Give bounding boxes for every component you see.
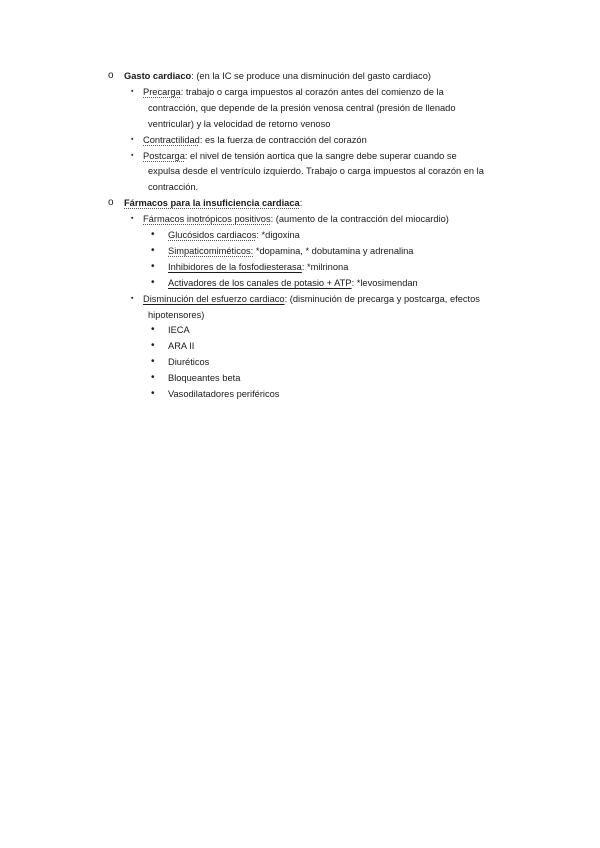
activadores-term: Activadores de los canales de potasio + ATP bbox=[168, 278, 352, 288]
farmacos-heading bbox=[124, 197, 302, 209]
simpatico-term: Simpaticomiméticos: bbox=[168, 246, 254, 256]
glucosidos-line bbox=[168, 229, 300, 241]
farmacos-title: Fármacos para la insuficiencia cardiaca bbox=[124, 198, 300, 208]
inhibidores-text: : *milrinona bbox=[301, 262, 349, 272]
postcarga-line1 bbox=[143, 150, 457, 162]
disminucion-term: Disminución del esfuerzo cardiaco bbox=[143, 294, 285, 304]
glucosidos-term: Glucósidos cardiacos bbox=[168, 230, 257, 240]
postcarga-text: : el nivel de tensión aortica que la sangre debe superar cuando se bbox=[184, 151, 457, 161]
list-item: ARA II bbox=[168, 341, 195, 351]
bullet-dot: • bbox=[151, 356, 155, 367]
bullet-square: ▪ bbox=[131, 152, 134, 159]
bullet-square: ▪ bbox=[131, 215, 134, 222]
bullet-dot: • bbox=[151, 229, 155, 240]
gasto-title: Gasto cardiaco bbox=[124, 71, 192, 81]
gasto-heading bbox=[124, 70, 431, 82]
precarga-term: Precarga bbox=[143, 87, 181, 97]
postcarga-term: Postcarga bbox=[143, 151, 185, 161]
contractilidad-text: : es la fuerza de contracción del corazón bbox=[199, 135, 367, 145]
bullet-o: o bbox=[108, 70, 114, 81]
bullet-dot: • bbox=[151, 245, 155, 256]
list-item: IECA bbox=[168, 325, 190, 335]
list-item: Vasodilatadores periféricos bbox=[168, 389, 280, 399]
bullet-square: ▪ bbox=[131, 136, 134, 143]
postcarga-line2: expulsa desde el ventrículo izquierdo. Trabajo o carga impuestos al corazón en la bbox=[148, 166, 484, 176]
bullet-square: ▪ bbox=[131, 88, 134, 95]
inhibidores-line bbox=[168, 261, 348, 273]
inotropicos-term: Fármacos inotrópicos positivos bbox=[143, 214, 271, 224]
activadores-line bbox=[168, 277, 418, 289]
bullet-dot: • bbox=[151, 324, 155, 335]
bullet-dot: • bbox=[151, 372, 155, 383]
disminucion-line2: hipotensores) bbox=[148, 310, 205, 320]
bullet-square: ▪ bbox=[131, 295, 134, 302]
gasto-text: : (en la IC se produce una disminución del gasto cardiaco) bbox=[191, 71, 431, 81]
simpatico-text: *dopamina, * dobutamina y adrenalina bbox=[253, 246, 414, 256]
activadores-text: : *levosimendan bbox=[351, 278, 418, 288]
glucosidos-text: : *digoxina bbox=[256, 230, 300, 240]
bullet-dot: • bbox=[151, 388, 155, 399]
simpatico-line bbox=[168, 245, 413, 257]
precarga-line1 bbox=[143, 86, 444, 98]
precarga-text: : trabajo o carga impuestos al corazón antes del comienzo de la bbox=[180, 87, 444, 97]
inotropicos-line bbox=[143, 213, 449, 225]
contractilidad-term: Contractilidad bbox=[143, 135, 200, 145]
precarga-line2: contracción, que depende de la presión venosa central (presión de llenado bbox=[148, 103, 456, 113]
disminucion-text: : (disminución de precarga y postcarga, efectos bbox=[284, 294, 480, 304]
postcarga-line3: contracción. bbox=[148, 182, 199, 192]
bullet-dot: • bbox=[151, 277, 155, 288]
bullet-o: o bbox=[108, 197, 114, 208]
farmacos-colon: : bbox=[299, 198, 303, 208]
precarga-line3: ventricular) y la velocidad de retorno venoso bbox=[148, 119, 331, 129]
list-item: Diuréticos bbox=[168, 357, 210, 367]
inhibidores-term: Inhibidores de la fosfodiesterasa bbox=[168, 262, 302, 272]
contractilidad-line bbox=[143, 134, 367, 146]
inotropicos-text: : (aumento de la contracción del miocardio) bbox=[270, 214, 449, 224]
bullet-dot: • bbox=[151, 340, 155, 351]
disminucion-line1 bbox=[143, 293, 480, 305]
list-item: Bloqueantes beta bbox=[168, 373, 241, 383]
bullet-dot: • bbox=[151, 261, 155, 272]
